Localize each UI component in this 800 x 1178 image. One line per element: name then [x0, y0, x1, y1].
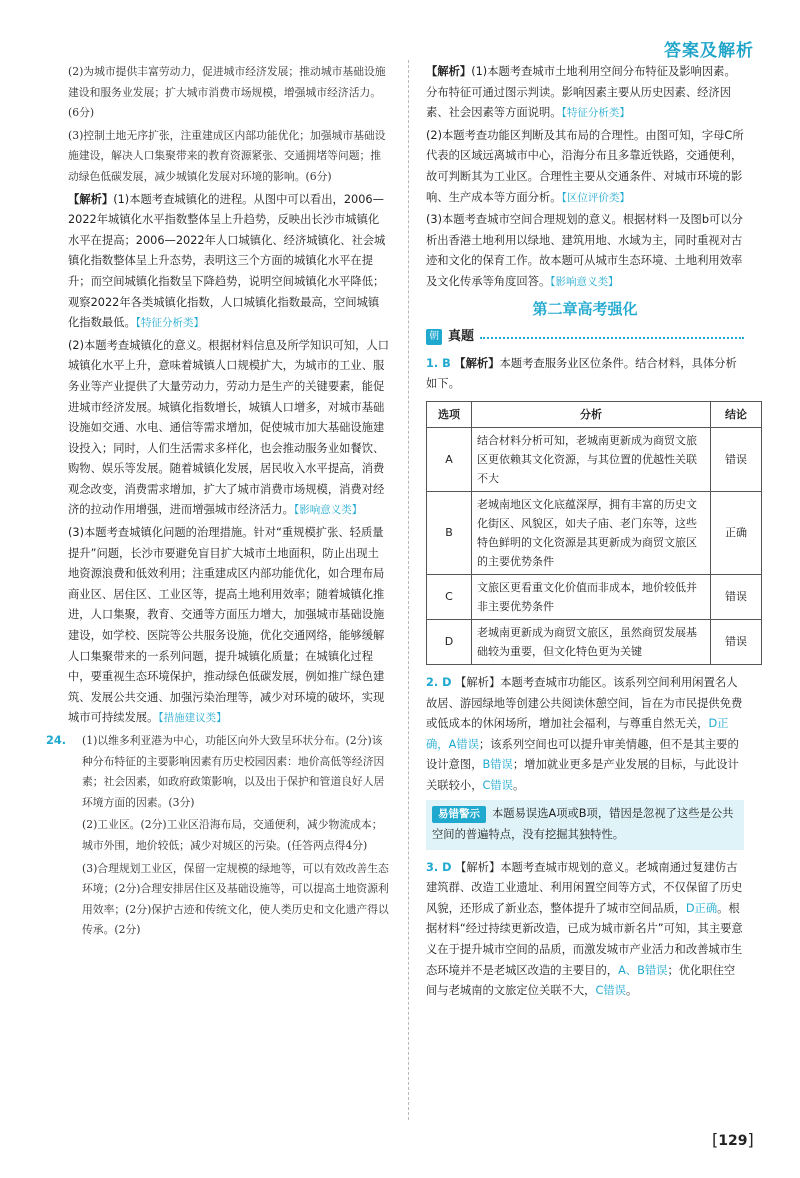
category-tag: 【影响意义类】: [550, 275, 619, 288]
verdict: C错误: [482, 778, 513, 792]
error-warning-box: [426, 800, 744, 849]
question-number: 24.: [46, 734, 67, 747]
analysis-text: ；该系列空间也可以提升审美情趣，但不是其主要的设计意图，: [426, 737, 739, 772]
table-header-row: [427, 401, 762, 427]
answer-24-3: (3)合理规划工业区，保留一定规模的绿地等，可以有效改善生态环境；(2分)合理安排居住区及基础设施等，可以提高土地资源利用效率；(2分)保护古迹和传统文化，使人类历史和文化遗产得以传承。(2分): [82, 861, 389, 937]
section-icon: 朝: [426, 329, 442, 345]
table-cell: A: [427, 427, 472, 491]
table-header: 选项: [427, 401, 472, 427]
page-number-value: 129: [718, 1133, 748, 1149]
section-heading: [426, 327, 744, 348]
analysis-text: ；优化职住空间与老城南的文旅定位关联不大，: [426, 963, 736, 998]
verdict: B错误: [482, 758, 513, 772]
answer-23-3: (3)控制土地无序扩张，注重建成区内部功能优化；加强城市基础设施建设，解决人口集聚带来的教育资源紧张、交通拥堵等问题；推动绿色低碳发展，减少城镇化发展对环境的影响。(6分): [68, 128, 386, 183]
analysis-23-3: [68, 523, 390, 729]
answer-24-1: (1)以维多利亚港为中心，功能区向外大致呈环状分布。(2分)该种分布特征的主要影响因素有历史校园因素：地价高低等经济因素；社会因素，如政府政策影响，以及出于保护和管道良好人居环境方面的因素。(3分): [82, 734, 385, 809]
analysis-text: (2)本题考查功能区判断及其布局的合理性。由图可知，字母C所代表的区域远离城市中心，沿海分布且多靠近铁路，交通便利，故可判断其为工业区。合理性主要从交通条件、对城市环境的影响、生产成本等方面分析。: [426, 128, 744, 204]
answer-23-2: (2)为城市提供丰富劳动力，促进城市经济发展；推动城市基础设施建设和服务业发展；扩大城市消费市场规模，增强城市经济活力。(6分): [68, 65, 386, 120]
page-number: [129]: [712, 1130, 754, 1149]
table-cell: 错误: [711, 427, 762, 491]
table-cell: 错误: [711, 619, 762, 664]
analysis-text: (1)本题考查城镇化的进程。从图中可以看出，2006—2022年城镇化水平指数整体呈上升趋势，反映出长沙市城镇化水平在提高；2006—2022年人口城镇化、经济城镇化、社会城镇化指数整体呈上升态势，表明这三个方面的城镇化水平在提升；而空间城镇化指数呈下降趋势，说明空间城镇化水平降低；观察2022年各类城镇化指数，人口城镇化指数最高，空间城镇化指数最低。: [68, 192, 386, 330]
table-header: 结论: [711, 401, 762, 427]
table-row: [427, 574, 762, 619]
question-number: 1. B: [426, 356, 451, 370]
analysis-text: (3)本题考查城市空间合理规划的意义。根据材料一及图b可以分析出香港土地利用以绿地、建筑用地、水域为主，同时重视对古迹和文化的保育工作。故本题可从城市生态环境、土地利用效率及文化传承等角度回答。: [426, 213, 743, 288]
table-cell: B: [427, 491, 472, 574]
table-cell: 结合材料分析可知，老城南更新成为商贸文旅区更依赖其文化资源，与其位置的优越性关联不大: [472, 427, 711, 491]
analysis-23-1: [68, 190, 390, 334]
question-1: [426, 354, 744, 395]
verdict: C错误: [595, 984, 626, 998]
analysis-24-1: [426, 62, 744, 124]
verdict: D正确: [685, 901, 718, 915]
table-row: [427, 619, 762, 664]
verdict: D正确，A错误: [426, 717, 729, 751]
category-tag: 【特征分析类】: [561, 107, 630, 120]
question-2: [426, 673, 744, 797]
analysis-label: 【解析】: [454, 356, 500, 370]
table-header: 分析: [472, 401, 711, 427]
question-24-answer: [46, 731, 390, 941]
dotted-rule: [480, 337, 744, 339]
answer-24-2: (2)工业区。(2分)工业区沿海布局，交通便利，减少物流成本；城市外围，地价较低；减少对城区的污染。(任答两点得4分): [82, 818, 383, 852]
analysis-text: 【解析】本题考查城市规划的意义。老城南通过复建仿古建筑群、改造工业遗址、利用闲置空间等方式，不仅保留了历史风貌，还形成了新业态，整体提升了城市空间品质，: [426, 860, 743, 915]
column-divider: [408, 60, 409, 1120]
analysis-text: (3)本题考查城镇化问题的治理措施。针对“重规模扩张、轻质量提升”问题，长沙市要避免盲目扩大城市土地面积，防止出现土地资源浪费和低效利用；注重建成区内部功能优化，如合理布局商业区、居住区、工业区等，提高土地利用效率；随着城镇化推进，人口集聚，教育、交通等方面压力增大，加强城市基础设施建设，如学校、医院等公共服务设施，优化交通网络，能够缓解人口集聚带来的一系列问题，提升城镇化质量；在城镇化过程中，要重视生态环境保护，推动绿色低碳发展，例如推广绿色建筑、发展公共交通、加强污染治理等，减少对环境的破坏，实现城市可持续发展。: [68, 526, 385, 725]
verdict: A、B错误: [618, 963, 668, 977]
analysis-text: 。: [625, 984, 638, 998]
analysis-24-2: [426, 126, 744, 208]
analysis-text: 。根据材料“经过持续更新改造，已成为城市新名片”可知，其主要意义在于提升城市空间的品质，而激发城市产业活力和改善城市生态环境并不是老城区改造的主要目的，: [426, 901, 743, 977]
category-tag: 【特征分析类】: [135, 317, 205, 330]
question-3: [426, 858, 744, 1002]
left-column: [46, 62, 390, 943]
warning-text: 本题易误选A项或B项，错因是忽视了这些是公共空间的普遍特点，没有挖掘其独特性。: [432, 807, 734, 842]
table-cell: 正确: [711, 491, 762, 574]
chapter-title: 第二章高考强化: [532, 299, 638, 318]
question-number: 2. D: [426, 675, 452, 689]
analysis-text: 。: [512, 778, 525, 792]
analysis-text: (2)本题考查城镇化的意义。根据材料信息及所学知识可知，人口城镇化水平上升，意味着城镇人口规模扩大，为城市的工业、服务业等产业提供了大量劳动力，劳动力是生产的关键要素，能促进城市经济发展。城镇化指数增长，城镇人口增多，对城市基础设施如交通、水电、通信等需求增加，促使城市加大基础设施建设投入；同时，人们生活需求多样化，也会推动服务业如餐饮、购物、娱乐等发展。随着城镇化发展，居民收入水平提高，消费观念改变，消费需求增加，扩大了城市消费市场规模，消费对经济的拉动作用增强，进而增强城市经济活力。: [68, 338, 390, 517]
section-header: 答案及解析: [664, 41, 754, 61]
analysis-text: 【解析】本题考查城市功能区。该系列空间利用闲置名人故居、游园绿地等创建公共阅读休憩空间，旨在为市民提供免费或低成本的休闲场所，增加社会福利，与尊重自然无关，: [426, 675, 743, 731]
analysis-text: 本题考查服务业区位条件。结合材料，具体分析如下。: [426, 356, 737, 391]
table-row: [427, 427, 762, 491]
category-tag: 【区位评价类】: [561, 191, 630, 204]
analysis-text: (1)本题考查城市土地利用空间分布特征及影响因素。分布特征可通过图示判读。影响因素主要从历史因素、经济因素、社会因素等方面说明。: [426, 65, 736, 120]
right-column: [426, 62, 747, 1004]
analysis-text: ；增加就业更多是产业发展的目标，与此设计关联较小，: [426, 758, 739, 792]
analysis-table: [426, 401, 762, 665]
table-cell: 老城南更新成为商贸文旅区，虽然商贸发展基础较为重要，但文化特色更为关键: [472, 619, 711, 664]
analysis-label: 【解析】: [426, 65, 472, 78]
section-label: 真题: [448, 329, 475, 345]
analysis-23-2: [68, 336, 390, 521]
warning-label: 易错警示: [432, 806, 486, 823]
analysis-24-3: [426, 210, 744, 292]
table-cell: C: [427, 574, 472, 619]
category-tag: 【措施建议类】: [158, 712, 227, 725]
table-cell: 文旅区更看重文化价值而非成本，地价较低并非主要优势条件: [472, 574, 711, 619]
table-cell: 老城南地区文化底蕴深厚，拥有丰富的历史文化街区、风貌区，如夫子庙、老门东等，这些特色鲜明的文化资源是其更新成为商贸文旅区的主要优势条件: [472, 491, 711, 574]
category-tag: 【影响意义类】: [293, 504, 363, 517]
question-number: 3. D: [426, 860, 452, 874]
table-cell: 错误: [711, 574, 762, 619]
analysis-label: 【解析】: [68, 192, 114, 206]
table-cell: D: [427, 619, 472, 664]
table-row: [427, 491, 762, 574]
